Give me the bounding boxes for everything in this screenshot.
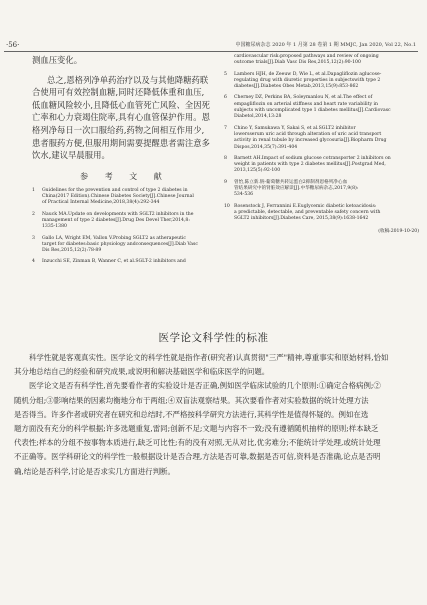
reference-line: target for diabetes:basic physiology andconsequences[J].Diab Vasc — [42, 241, 198, 247]
reference-text — [234, 54, 419, 67]
reference-entry — [224, 204, 419, 223]
body-line: 题方面没有充分的科学根据;许多选题重复,雷同;创新不足;文题与内容不一致;没有遵循随机抽样的原则;样本缺乏 — [14, 424, 379, 434]
reference-text — [42, 212, 217, 231]
reference-line: SGLT2 inhibitors[J].Diabetes Care, 2015,38(9):1638-1642 — [234, 216, 369, 222]
reference-line: of Practical Internal Medicine,2018,38(4):292-344 — [42, 200, 160, 206]
reference-line: Diabetol,2014,13:28 — [234, 114, 282, 120]
reference-number: 2 — [32, 211, 35, 217]
body-line: 其分地总结自己的经验和研究成果,或说明和解决基础医学和临床医学的问题。 — [14, 367, 270, 377]
reference-entry — [224, 180, 419, 199]
reference-number: 3 — [32, 235, 35, 241]
reference-line: 管结果研究中的肾脏效应解读[J].中华糖尿病杂志,2017,9(8): — [234, 186, 359, 192]
text-line: 合使用可有效控制血糖,同时还降低体重和血压, — [32, 87, 205, 98]
reference-text — [234, 156, 419, 175]
reference-text — [234, 95, 419, 120]
reference-text — [234, 126, 419, 151]
reference-entry — [224, 156, 419, 175]
article-title: 医学论文科学性的标准 — [158, 332, 269, 344]
references-heading: 参 考 文 献 — [80, 171, 169, 181]
reference-number: 1 — [32, 187, 35, 193]
reference-entry — [224, 72, 419, 91]
page-number: ·56· — [6, 41, 20, 49]
reference-line: Dis Res,2015,12(2):78-89 — [42, 248, 102, 254]
reference-text — [234, 204, 419, 223]
reference-line: Nauck MA.Update on developments with SGLT2 inhibitors in the — [42, 211, 194, 217]
reference-line: Cherney DZ, Perkins BA, Soleymanlou N, et al.The effect of — [234, 95, 373, 101]
reference-line: activity in renal tubule by increased glycosuria[J].Biopharm Drug — [234, 138, 387, 144]
reference-entry — [224, 54, 419, 67]
reference-line: Inzucchi SE, Zinman B, Wanner C, et al.SGLT-2 inhibitors and — [42, 259, 186, 265]
reference-entry — [224, 126, 419, 151]
reference-line: 2013,125(5):92-100 — [234, 168, 281, 174]
reference-entry — [32, 236, 217, 255]
text-line: 总之,恩格列净单药治疗以及与其他降糖药联 — [47, 74, 209, 85]
reference-line: Rosenstock J, Ferrannini E.Euglycemic diabetic ketoacidosis: — [234, 203, 377, 209]
reference-number: 10 — [224, 203, 230, 209]
reference-text — [234, 180, 419, 199]
text-line: 饮水,建议早晨服用。 — [32, 150, 110, 161]
reference-entry — [224, 95, 419, 120]
reference-number — [224, 54, 234, 67]
reference-line: subjects with uncomplicated type 1 diabetes mellitus[J].Cardiovasc — [234, 108, 391, 114]
reference-number: 7 — [224, 125, 227, 131]
reference-line: 534-536 — [234, 192, 254, 198]
reference-number: 9 — [224, 179, 227, 185]
reference-line: regulating drug with diuretic properties in subjectswith type 2 — [234, 77, 381, 83]
reference-entry — [32, 212, 217, 231]
reference-text — [42, 259, 217, 265]
body-line: 是否得当。许多作者或研究者在研究和总结时,不严格按科学研究方法进行,其科学性是值得怀疑的。例如在选 — [14, 409, 369, 419]
reference-number: 8 — [224, 155, 227, 161]
reference-number: 6 — [224, 95, 227, 101]
reference-number: 4 — [32, 259, 35, 265]
reference-line: cardiovascular risk:proposed pathways and review of ongoing — [234, 54, 379, 59]
reference-line: Barnett AH.Impact of sodium glucose cotransporter 2 inhibitors on — [234, 155, 391, 161]
reference-entry — [32, 188, 217, 207]
text-line: 亡率和心力衰竭住院率,具有心血管保护作用。恩 — [32, 112, 210, 123]
references-list-right — [224, 54, 419, 223]
header-rule — [4, 51, 418, 52]
journal-info: 中国糖尿病杂志 2020 年 1 月第 28 卷第 1 期 MMJC, Jan 2020, Vol 22, No.1 — [235, 42, 416, 48]
reference-entry — [32, 259, 217, 265]
reference-line: outcome trials[J].Diab Vasc Dis Res,2015,12(2):90-100 — [234, 60, 361, 66]
reference-line: Chino Y, Samukawa Y, Sakai S, et al.SGLT2 inhibitor — [234, 125, 356, 131]
reference-line: 曾怡,陈立新.钠-葡萄糖共转运蛋白2抑制剂恩格列净心血 — [234, 179, 348, 185]
reference-line: Guidelines for the prevention and control of type 2 diabetes in — [42, 187, 188, 193]
reference-text — [234, 72, 419, 91]
reference-line: lowersserum uric acid through alteration of uric acid transport — [234, 131, 382, 137]
article-body — [14, 351, 416, 479]
reference-line: empagliflozin on arterial stiffness and heart rate variability in — [234, 101, 378, 107]
right-column — [224, 54, 419, 234]
body-line: 代表性;样本的分组不按事物本质进行,缺乏可比性;有的没有对照,无从对比,优劣难分;不能统计学处理,或统计处理 — [14, 438, 381, 448]
body-line: 随机分组;③影响结果的因素均衡地分布于两组;④双盲法观察结果。其次要看作者对实验数据的统计处理方法 — [14, 395, 369, 405]
body-line: 确,结论是否科学,讨论是否求实几方面进行判断。 — [14, 466, 175, 476]
text-line: 患者服药方便,但服用期间需要提醒患者需注意多 — [32, 137, 210, 148]
reference-line: diabetes[J].Diabetes Obes Metab,2013,15(9):853-862 — [234, 84, 359, 90]
left-column — [32, 54, 217, 271]
reference-text — [42, 188, 217, 207]
body-line: 医学论文是否有科学性,首先要看作者的实验设计是否正确,例如医学临床试验的几个原则:①确定合格病例;② — [29, 381, 381, 391]
body-line: 科学性就是客观真实性。医学论文的科学性就是指作者(研究者)认真贯彻"三严"精神,尊重事实和原始材料,恰如 — [29, 353, 389, 362]
reference-line: Dispos,2014,35(7):391-404 — [234, 144, 298, 150]
reference-line: a predictable, detectable, and preventable safety concern with — [234, 209, 381, 215]
reference-line: Lambers HJH, de Zeeuw D, Wie L, et al.Dapagliflozin aglucose- — [234, 71, 382, 77]
reference-line: weight in patients with type 2 diabetes mellitus[J].Postgrad Med, — [234, 162, 386, 168]
text-line: 测血压变化。 — [32, 55, 83, 65]
reference-line: management of type 2 diabetes[J].Drug Des Devel Ther,2014,8: — [42, 217, 190, 223]
text-line: 低血糖风险较小,且降低心血管死亡风险、全因死 — [32, 99, 210, 110]
reference-line: Gallo LA, Wright EM, Vallon V.Probing SGLT2 as atherapeutic — [42, 235, 186, 241]
reference-number: 5 — [224, 71, 227, 77]
reference-text — [42, 236, 217, 255]
reference-line: 1335-1380 — [42, 224, 67, 230]
body-line: 不正确等。医学科研论文的科学性一般根据设计是否合理,方法是否可靠,数据是否可信,资料是否准确,论点是否明 — [14, 452, 381, 462]
references-list-left — [32, 188, 217, 266]
reference-line: China(2017 Edition).Chinese Diabetes Society[J].Chinese Journal — [42, 194, 194, 200]
received-date: (收稿:2019-10-20) — [378, 228, 419, 234]
text-line: 格列净每日一次口服给药,药物之间相互作用少, — [32, 124, 205, 135]
